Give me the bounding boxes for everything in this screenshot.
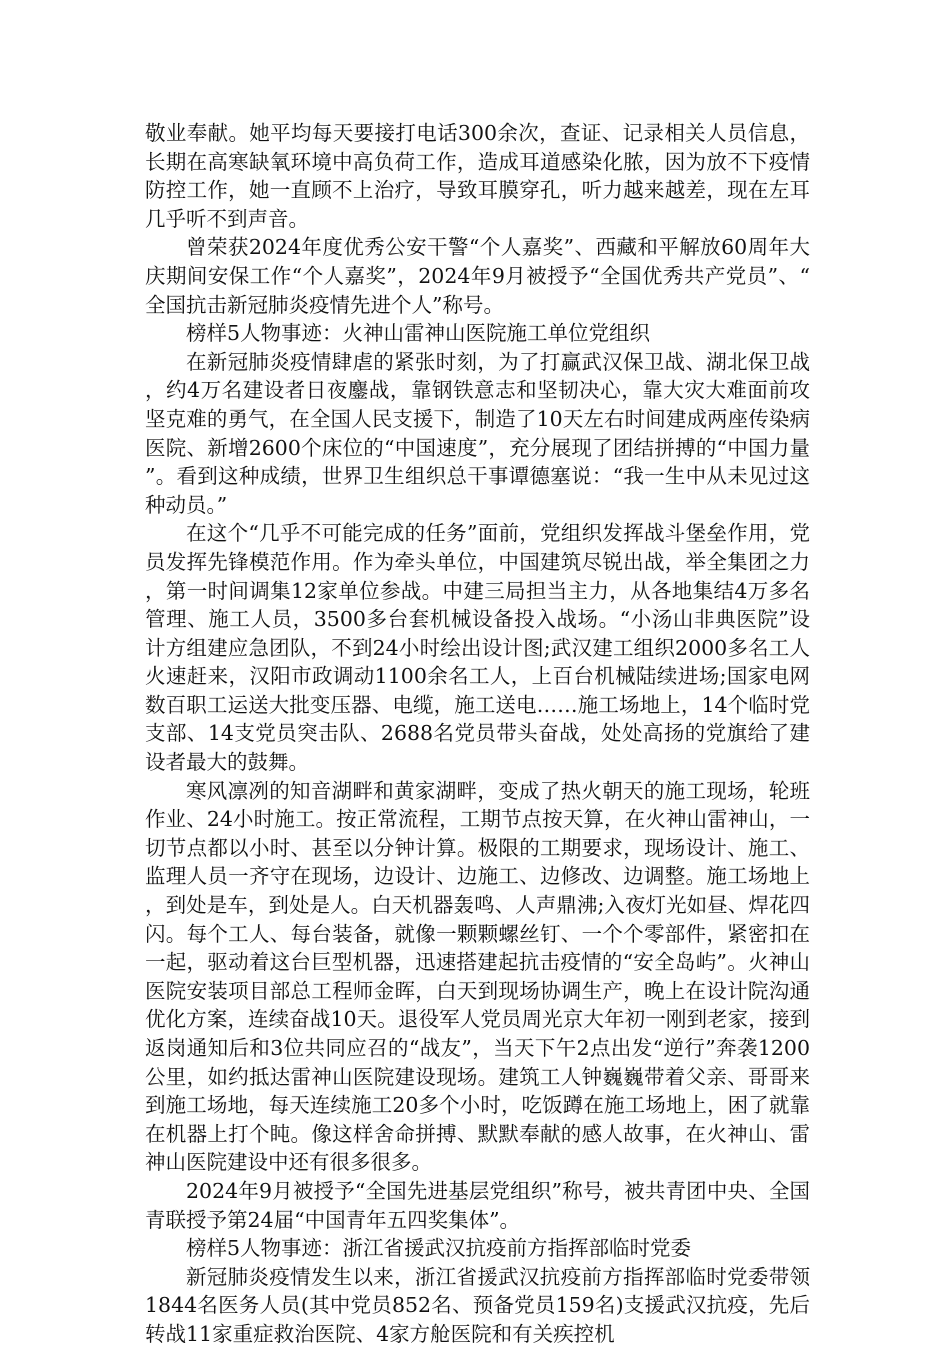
paragraph-zhejiang-support: 新冠肺炎疫情发生以来，浙江省援武汉抗疫前方指挥部临时党委带领1844名医务人员(其中党员852名、预备党员159名)支援武汉抗疫，先后转战11家重症救治医院、4家方舱医院和有关疾控机 bbox=[145, 1264, 810, 1346]
paragraph-honors-2: 2024年9月被授予“全国先进基层党组织”称号，被共青团中央、全国青联授予第24届“中国青年五四奖集体”。 bbox=[145, 1178, 810, 1232]
paragraph-construction-site: 寒风凛冽的知音湖畔和黄家湖畔，变成了热火朝天的施工现场，轮班作业、24小时施工。按正常流程，工期节点按天算，在火神山雷神山，一切节点都以小时、甚至以分钟计算。极限的工期要求，现场设计、施工、监理人员一齐守在现场，边设计、边施工、边修改、边调整。施工场地上，到处是车，到处是人。白天机器轰鸣、人声鼎沸;入夜灯光如昼、焊花四闪。每个工人、每台装备，就像一颗颗螺丝钉、一个个零部件，紧密扣在一起，驱动着这台巨型机器，迅速搭建起抗击疫情的“安全岛屿”。火神山医院安装项目部总工程师金晖，白天到现场协调生产，晚上在设计院沟通优化方案，连续奋战10天。退役军人党员周光京大年初一刚到老家，接到返岗通知后和3位共同应召的“战友”，当天下午2点出发“逆行”奔袭1200公里，如约抵达雷神山医院建设现场。建筑工人钟巍巍带着父亲、哥哥来到施工场地，每天连续施工20多个小时，吃饭蹲在施工场地上，困了就靠在机器上打个盹。像这样舍命拼搏、默默奉献的感人故事，在火神山、雷神山医院建设中还有很多很多。 bbox=[145, 778, 810, 1175]
document-body bbox=[145, 119, 810, 1349]
paragraph-party-organization: 在这个“几乎不可能完成的任务”面前，党组织发挥战斗堡垒作用，党员发挥先锋模范作用。作为牵头单位，中国建筑尽锐出战，举全集团之力，第一时间调集12家单位参战。中建三局担当主力，从各地集结4万多名管理、施工人员，3500多台套机械设备投入战场。“小汤山非典医院”设计方组建应急团队，不到24小时绘出设计图;武汉建工组织2000多名工人火速赶来，汉阳市政调动1100余名工人，上百台机械陆续进场;国家电网数百职工运送大批变压器、电缆，施工送电……施工场地上，14个临时党支部、14支党员突击队、2688名党员带头奋战，处处高扬的党旗给了建设者最大的鼓舞。 bbox=[145, 521, 810, 775]
paragraph-honors-1: 曾荣获2024年度优秀公安干警“个人嘉奖”、西藏和平解放60周年大庆期间安保工作“个人嘉奖”，2024年9月被授予“全国优秀共产党员”、“全国抗击新冠肺炎疫情先进个人”称号。 bbox=[145, 235, 810, 317]
paragraph-china-speed: 在新冠肺炎疫情肆虐的紧张时刻，为了打赢武汉保卫战、湖北保卫战，约4万名建设者日夜鏖战，靠钢铁意志和坚韧决心，靠大灾大难面前攻坚克难的勇气，在全国人民支援下，制造了10天左右时间建成两座传染病医院、新增2600个床位的“中国速度”，充分展现了团结拼搏的“中国力量”。看到这种成绩，世界卫生组织总干事谭德塞说：“我一生中从未见过这种动员。” bbox=[145, 349, 810, 517]
section-heading-hospital-builders: 榜样5人物事迹：火神山雷神山医院施工单位党组织 bbox=[186, 321, 651, 346]
section-heading-zhejiang-committee: 榜样5人物事迹：浙江省援武汉抗疫前方指挥部临时党委 bbox=[186, 1236, 692, 1261]
paragraph-continuation: 敬业奉献。她平均每天要接打电话300余次，查证、记录相关人员信息，长期在高寒缺氧环境中高负荷工作，造成耳道感染化脓，因为放不下疫情防控工作，她一直顾不上治疗，导致耳膜穿孔，听力越来越差，现在左耳几乎听不到声音。 bbox=[145, 121, 810, 231]
